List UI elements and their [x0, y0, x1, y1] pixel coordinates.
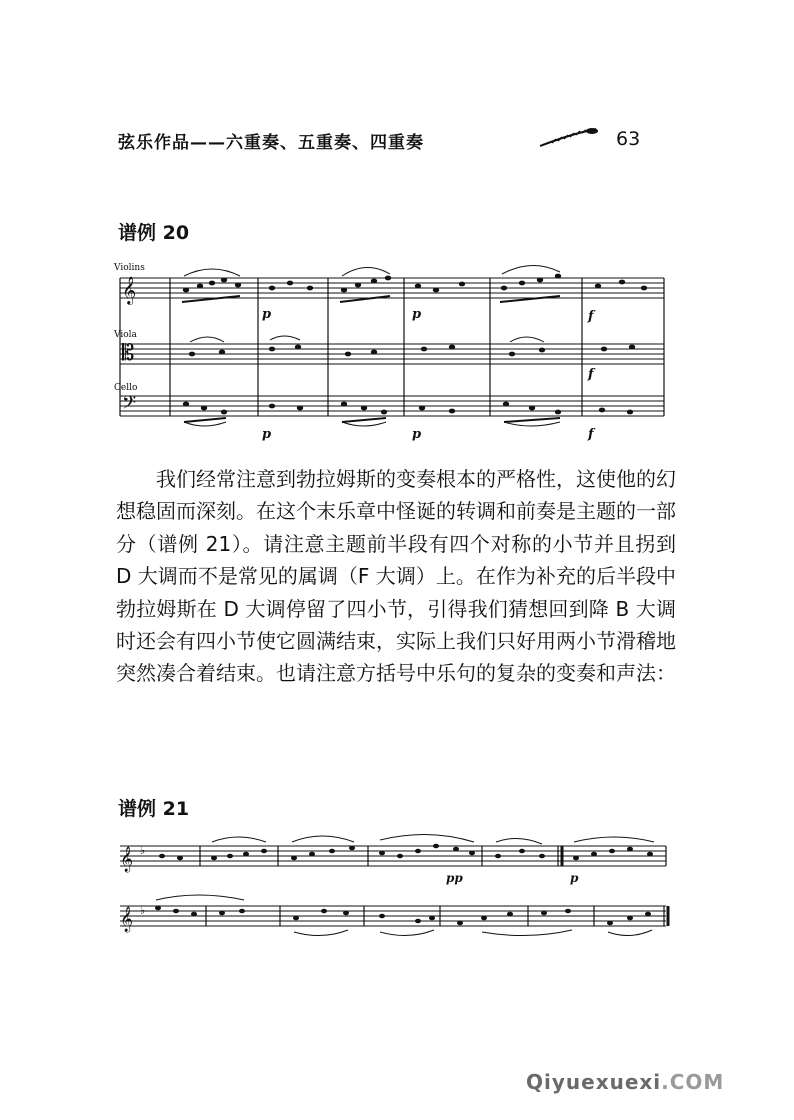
- svg-text:𝄞: 𝄞: [122, 276, 137, 304]
- svg-text:f: f: [588, 309, 594, 324]
- svg-text:f: f: [588, 367, 594, 382]
- example-20-caption: 谱例 20: [118, 222, 190, 244]
- svg-text:p: p: [412, 427, 422, 442]
- svg-text:𝄢: 𝄢: [122, 393, 137, 418]
- svg-text:p: p: [262, 427, 272, 442]
- chapter-title: 弦乐作品——六重奏、五重奏、四重奏: [118, 133, 424, 153]
- svg-text:f: f: [588, 427, 594, 442]
- example-21-caption: 谱例 21: [118, 798, 190, 820]
- body-paragraph: [116, 463, 676, 690]
- running-header: [118, 126, 678, 156]
- score-example-21: [118, 830, 670, 940]
- ornament-icon: [538, 126, 600, 148]
- svg-text:p: p: [262, 307, 272, 322]
- page-number: 63: [616, 128, 641, 150]
- svg-text:Cello: Cello: [114, 383, 138, 393]
- svg-text:𝄡: 𝄡: [122, 341, 135, 366]
- svg-text:p: p: [570, 871, 579, 885]
- watermark-text-b: .COM: [661, 1070, 725, 1094]
- watermark-text-a: Qiyuexuexi: [526, 1070, 662, 1094]
- score-example-20: [112, 256, 668, 446]
- paragraph-text: 我们经常注意到勃拉姆斯的变奏根本的严格性，这使他的幻想稳固而深刻。在这个末乐章中怪诞的转调和前奏是主题的一部分（谱例 21）。请注意主题前半段有四个对称的小节并且拐到 D 大调而不是常见的属调（F 大调）上。在作为补充的后半段中勃拉姆斯在 D 大调停留了四小节，引得我们猜想回到降 B 大调时还会有四小节使它圆满结束，实际上我们只好用两小节滑稽地突然凑合着结束。也请注意方括号中乐句的复杂的变奏和声法：: [116, 467, 676, 686]
- svg-text:p: p: [412, 307, 422, 322]
- watermark: [526, 1070, 724, 1094]
- svg-text:𝄞: 𝄞: [120, 907, 134, 932]
- svg-text:♭: ♭: [140, 844, 146, 857]
- svg-text:♭: ♭: [140, 904, 146, 917]
- svg-text:Violins: Violins: [114, 263, 145, 273]
- svg-text:pp: pp: [446, 871, 463, 885]
- svg-text:𝄞: 𝄞: [120, 847, 134, 872]
- svg-text:Viola: Viola: [114, 330, 137, 340]
